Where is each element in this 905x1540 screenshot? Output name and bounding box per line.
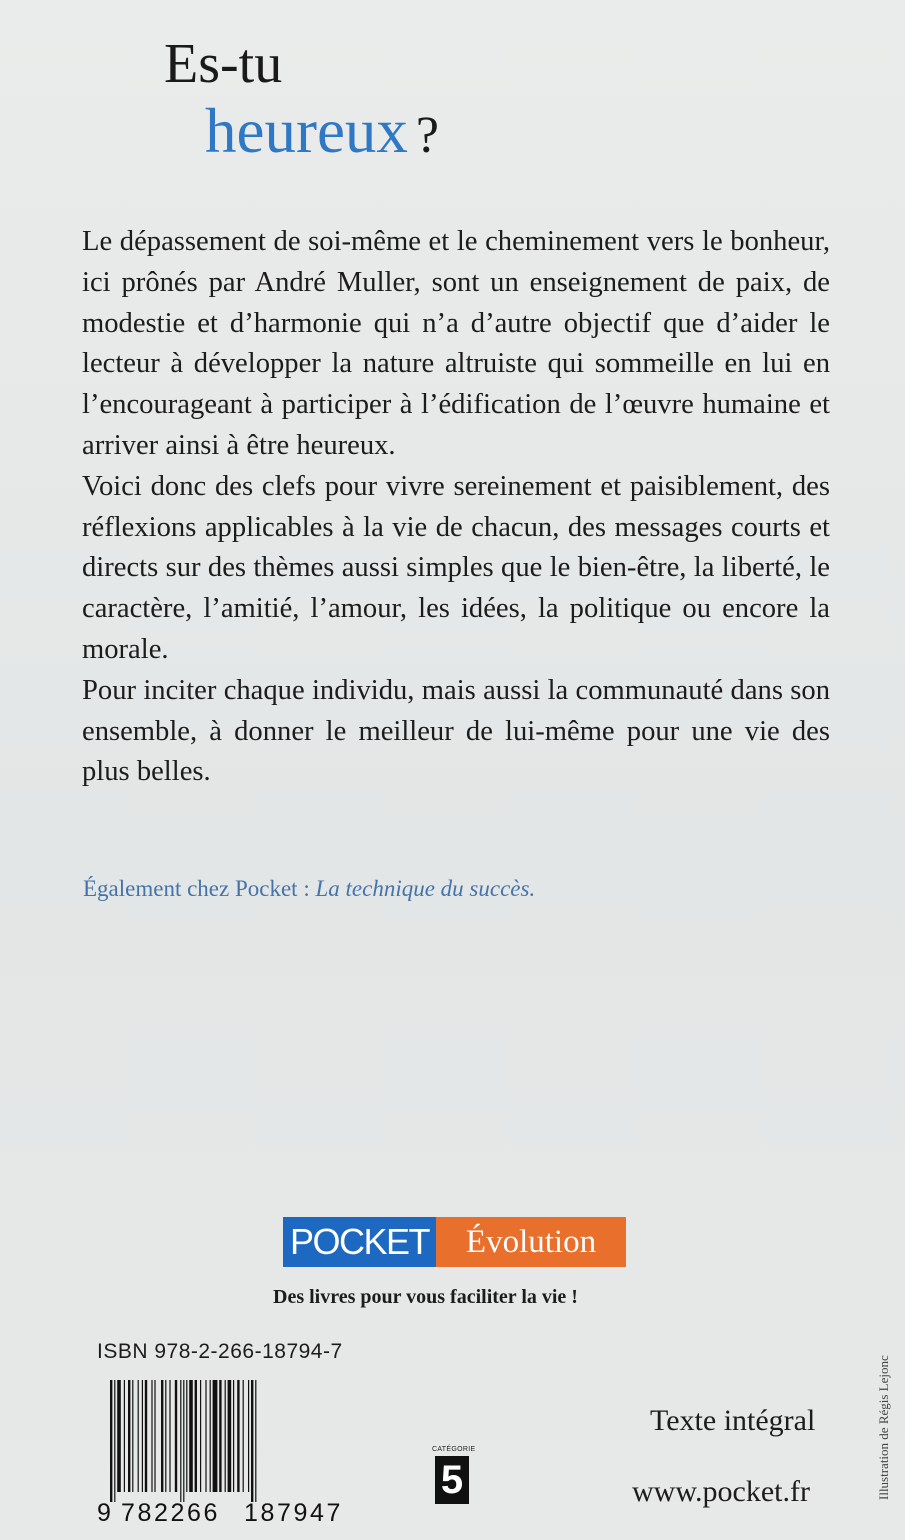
barcode-digits-group-2: 187947 [244,1499,344,1527]
category-number: 5 [435,1456,469,1504]
title-line-2 [205,96,439,166]
summary-paragraph-3: Pour inciter chaque individu, mais aussi la communauté dans son ensemble, à donner le meilleur de lui-même pour une vie des plus belles. [82,674,830,788]
summary-text [82,222,830,793]
website-url: www.pocket.fr [632,1475,810,1508]
category-label: CATÉGORIE [432,1446,476,1453]
also-available-prefix: Également chez Pocket : [83,876,316,901]
also-available-book-title: La technique du succès. [315,876,536,901]
barcode-digits-group-1: 782266 [121,1499,221,1527]
logo-pocket-text: POCKET [283,1217,436,1267]
pocket-evolution-logo [283,1217,626,1267]
barcode [108,1380,358,1502]
title-line-1: Es-tu [164,33,283,95]
title-highlight: heureux [205,96,408,166]
also-available-line [83,876,535,902]
integral-text-label: Texte intégral [650,1404,816,1437]
isbn-number: ISBN 978-2-266-18794-7 [97,1340,343,1363]
summary-paragraph-2: Voici donc des clefs pour vivre sereinement et paisiblement, des réflexions applicables à la vie de chacun, des messages courts et directs sur des thèmes aussi simples que le bien-être, la liberté, le caractère, l’amitié, l’amour, les idées, la politique ou encore la morale. [82,470,830,665]
barcode-digit-first: 9 [97,1499,111,1527]
barcode-bars [108,1380,358,1502]
summary-paragraph-1: Le dépassement de soi-même et le cheminement vers le bonheur, ici prônés par André Muller, sont un enseignement de paix, de modestie et d’harmonie qui n’a d’autre objectif que d’aider le lecteur à développer la nature altruiste qui sommeille en lui en l’encourageant à participer à l’édification de l’œuvre humaine et arriver ainsi à être heureux. [82,226,830,461]
series-tagline: Des livres pour vous faciliter la vie ! [273,1286,578,1308]
title-question-mark: ? [415,107,439,164]
illustration-credit: Illustration de Régis Lejonc [876,1355,891,1500]
barcode-digits [97,1499,359,1529]
logo-evolution-text: Évolution [436,1217,626,1267]
price-category [432,1446,476,1504]
